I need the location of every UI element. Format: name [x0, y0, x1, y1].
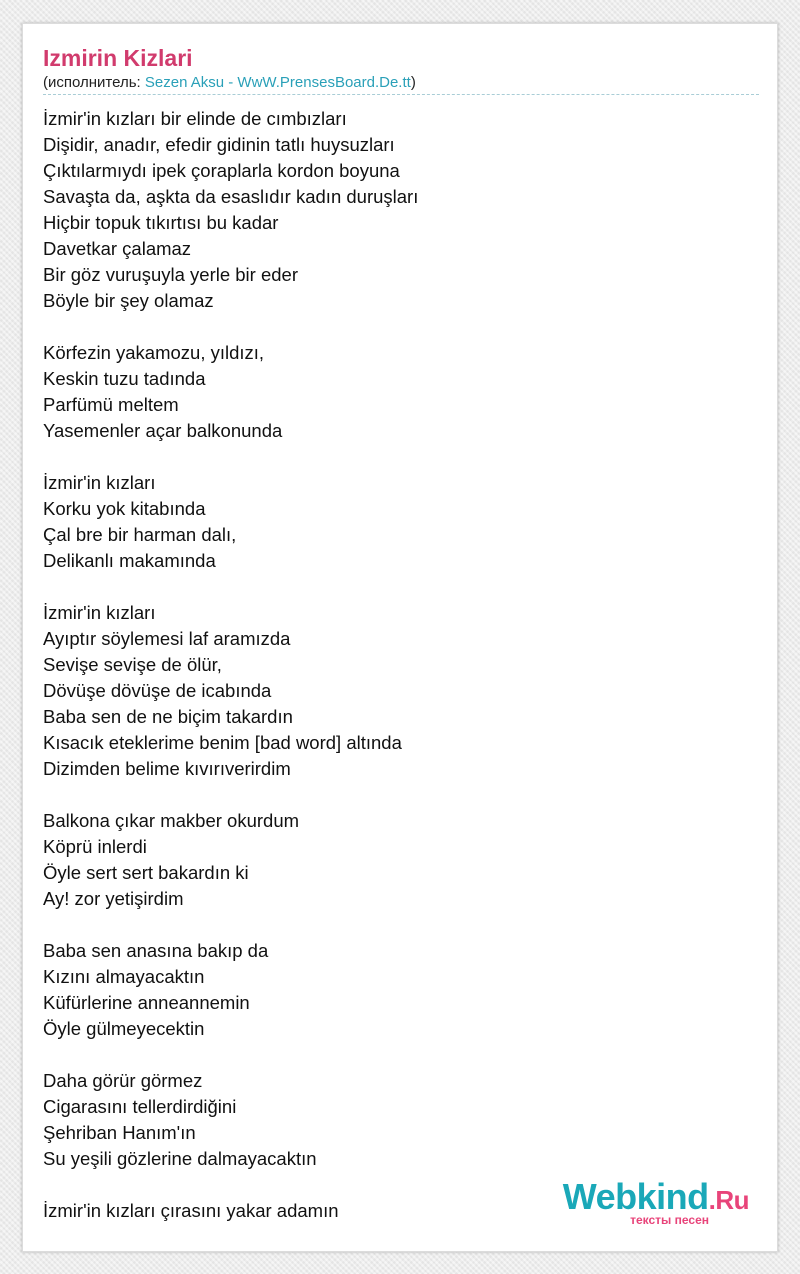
lyric-line: Savaşta da, aşkta da esaslıdır kadın duruşları	[43, 186, 419, 207]
lyric-line: Şehriban Hanım'ın	[43, 1122, 196, 1143]
meta-prefix: (исполнитель:	[43, 74, 145, 91]
song-title: Izmirin Kizlari	[43, 45, 193, 71]
logo-main-text: Webkind	[562, 1176, 709, 1217]
lyric-line: Dişidir, anadır, efedir gidinin tatlı huysuzları	[43, 134, 395, 155]
lyric-line: Baba sen de ne biçim takardın	[43, 706, 293, 727]
lyric-line: Çıktılarmıydı ipek çoraplarla kordon boyuna	[43, 160, 400, 181]
meta-suffix: )	[410, 74, 416, 91]
lyrics-stanza	[43, 106, 759, 314]
lyric-line: Daha görür görmez	[43, 1070, 203, 1091]
lyric-line: Baba sen anasına bakıp da	[43, 940, 269, 961]
lyric-line: İzmir'in kızları bir elinde de cımbızları	[43, 108, 347, 129]
site-logo[interactable]	[549, 1177, 749, 1229]
logo-tld: .Ru	[708, 1185, 749, 1215]
lyric-line: Ayıptır söylemesi laf aramızda	[43, 628, 291, 649]
lyric-line: Su yeşili gözlerine dalmayacaktın	[43, 1148, 317, 1169]
lyrics-stanza	[43, 470, 759, 574]
lyrics-stanza	[43, 938, 759, 1042]
lyrics-stanza	[43, 808, 759, 912]
lyric-line: Keskin tuzu tadında	[43, 368, 206, 389]
lyric-line: Dizimden belime kıvırıverirdim	[43, 758, 291, 779]
title-divider	[43, 94, 759, 95]
artist-link[interactable]: Sezen Aksu - WwW.PrensesBoard.De.tt	[144, 74, 411, 91]
lyrics-card	[22, 23, 778, 1252]
lyric-line: Öyle sert sert bakardın ki	[43, 862, 249, 883]
lyric-line: Bir göz vuruşuyla yerle bir eder	[43, 264, 298, 285]
lyric-line: Balkona çıkar makber okurdum	[43, 810, 300, 831]
song-meta	[43, 74, 416, 92]
lyric-line: Köprü inlerdi	[43, 836, 147, 857]
lyric-line: Öyle gülmeyecektin	[43, 1018, 205, 1039]
lyric-line: Parfümü meltem	[43, 394, 179, 415]
lyric-line: İzmir'in kızları çırasını yakar adamın	[43, 1200, 339, 1221]
lyrics-stanza	[43, 600, 759, 782]
lyric-line: Korku yok kitabında	[43, 498, 206, 519]
lyric-line: Yasemenler açar balkonunda	[43, 420, 283, 441]
lyric-line: Delikanlı makamında	[43, 550, 216, 571]
lyric-line: Ay! zor yetişirdim	[43, 888, 184, 909]
lyric-line: Kısacık eteklerime benim [bad word] altında	[43, 732, 402, 753]
lyric-line: Küfürlerine anneannemin	[43, 992, 250, 1013]
lyrics-stanza	[43, 340, 759, 444]
lyric-line: Çal bre bir harman dalı,	[43, 524, 237, 545]
lyric-line: Cigarasını tellerdirdiğini	[43, 1096, 237, 1117]
lyric-line: Hiçbir topuk tıkırtısı bu kadar	[43, 212, 279, 233]
lyric-line: İzmir'in kızları	[43, 602, 156, 623]
lyric-line: İzmir'in kızları	[43, 472, 156, 493]
logo-tagline: тексты песен	[630, 1213, 709, 1227]
lyrics-stanza	[43, 1068, 759, 1172]
lyric-line: Davetkar çalamaz	[43, 238, 192, 259]
lyric-line: Kızını almayacaktın	[43, 966, 205, 987]
lyric-line: Dövüşe dövüşe de icabında	[43, 680, 272, 701]
lyrics-body	[43, 106, 759, 1250]
lyric-line: Böyle bir şey olamaz	[43, 290, 214, 311]
lyric-line: Körfezin yakamozu, yıldızı,	[43, 342, 265, 363]
lyric-line: Sevişe sevişe de ölür,	[43, 654, 222, 675]
